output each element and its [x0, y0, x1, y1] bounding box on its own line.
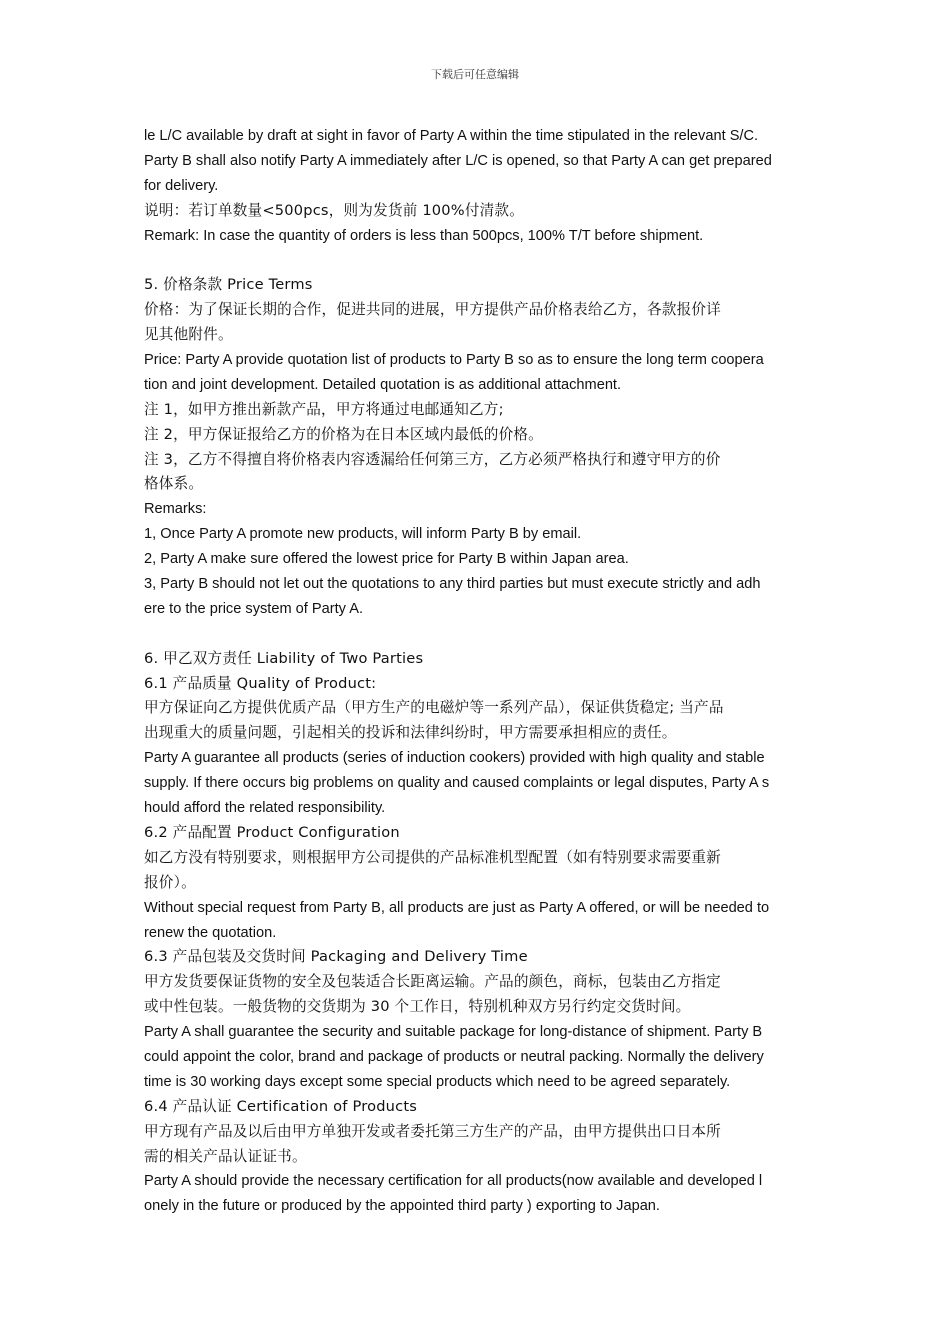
text-line: 格体系。: [144, 475, 204, 493]
text-line: 6.3 产品包装及交货时间 Packaging and Delivery Time: [144, 948, 528, 966]
text-line: 注 1，如甲方推出新款产品，甲方将通过电邮通知乙方;: [144, 400, 504, 418]
text-line: 注 3，乙方不得擅自将价格表内容透漏给任何第三方，乙方必须严格执行和遵守甲方的价: [144, 450, 721, 468]
text-line: tion and joint development. Detailed quotation is as additional attachment.: [144, 376, 622, 393]
text-line: 报价）。: [144, 873, 196, 891]
text-line: le L/C available by draft at sight in favor of Party A within the time stipulated in the relevant S/C.: [144, 128, 759, 144]
text-line: renew the quotation.: [144, 924, 277, 941]
text-line: Remarks:: [144, 501, 207, 518]
text-line: 6. 甲乙双方责任 Liability of Two Parties: [144, 649, 424, 667]
text-line: Party B shall also notify Party A immediately after L/C is opened, so that Party A can get prepared: [144, 152, 772, 169]
text-line: 或中性包装。一般货物的交货期为 30 个工作日，特别机种双方另行约定交货时间。: [144, 998, 691, 1016]
text-line: 说明：若订单数量<500pcs，则为发货前 100%付清款。: [144, 201, 525, 219]
text-line: onely in the future or produced by the appointed third party ) exporting to Japan.: [144, 1198, 660, 1215]
text-line: Party A shall guarantee the security and suitable package for long-distance of shipment. Party B: [144, 1024, 763, 1041]
text-line: 甲方保证向乙方提供优质产品（甲方生产的电磁炉等一系列产品），保证供货稳定; 当产品: [144, 699, 724, 717]
text-line: 1, Once Party A promote new products, will inform Party B by email.: [144, 526, 582, 543]
blank-line: [144, 248, 814, 273]
text-line: for delivery.: [144, 177, 219, 194]
text-line: 价格：为了保证长期的合作，促进共同的进展，甲方提供产品价格表给乙方，各款报价详: [144, 301, 721, 319]
text-line: 6.4 产品认证 Certification of Products: [144, 1097, 418, 1115]
text-line: ere to the price system of Party A.: [144, 600, 363, 617]
text-line: could appoint the color, brand and package of products or neutral packing. Normally the delivery: [144, 1048, 764, 1065]
page-header: 下载后可任意编辑: [431, 68, 519, 81]
text-line: time is 30 working days except some special products which need to be agreed separately.: [144, 1073, 731, 1090]
text-line: 6.2 产品配置 Product Configuration: [144, 823, 400, 841]
text-line: Remark: In case the quantity of orders is less than 500pcs, 100% T/T before shipment.: [144, 227, 704, 244]
text-line: Party A should provide the necessary certification for all products(now available and developed l: [144, 1173, 763, 1190]
text-line: 3, Party B should not let out the quotations to any third parties but must execute strictly and adh: [144, 576, 761, 593]
text-line: Party A guarantee all products (series of induction cookers) provided with high quality and stable: [144, 750, 765, 767]
text-line: 甲方现有产品及以后由甲方单独开发或者委托第三方生产的产品，由甲方提供出口日本所: [144, 1122, 721, 1140]
text-line: 见其他附件。: [144, 326, 233, 344]
text-line: 如乙方没有特别要求，则根据甲方公司提供的产品标准机型配置（如有特别要求需要重新: [144, 848, 721, 866]
text-line: Price: Party A provide quotation list of products to Party B so as to ensure the long term coopera: [144, 352, 764, 369]
text-line: 5. 价格条款 Price Terms: [144, 276, 313, 294]
text-line: 6.1 产品质量 Quality of Product:: [144, 674, 377, 692]
text-line: 2, Party A make sure offered the lowest price for Party B within Japan area.: [144, 551, 629, 568]
text-line: 注 2，甲方保证报给乙方的价格为在日本区域内最低的价格。: [144, 425, 543, 443]
text-line: Without special request from Party B, all products are just as Party A offered, or will be needed to: [144, 899, 770, 916]
text-line: 甲方发货要保证货物的安全及包装适合长距离运输。产品的颜色，商标，包装由乙方指定: [144, 973, 721, 991]
document-body: [144, 124, 814, 1219]
text-line: hould afford the related responsibility.: [144, 800, 386, 817]
text-line: 需的相关产品认证证书。: [144, 1147, 307, 1165]
text-line: supply. If there occurs big problems on quality and caused complaints or legal disputes, Party A s: [144, 775, 770, 792]
text-line: 出现重大的质量问题，引起相关的投诉和法律纠纷时，甲方需要承担相应的责任。: [144, 724, 677, 742]
blank-line: [144, 622, 814, 647]
